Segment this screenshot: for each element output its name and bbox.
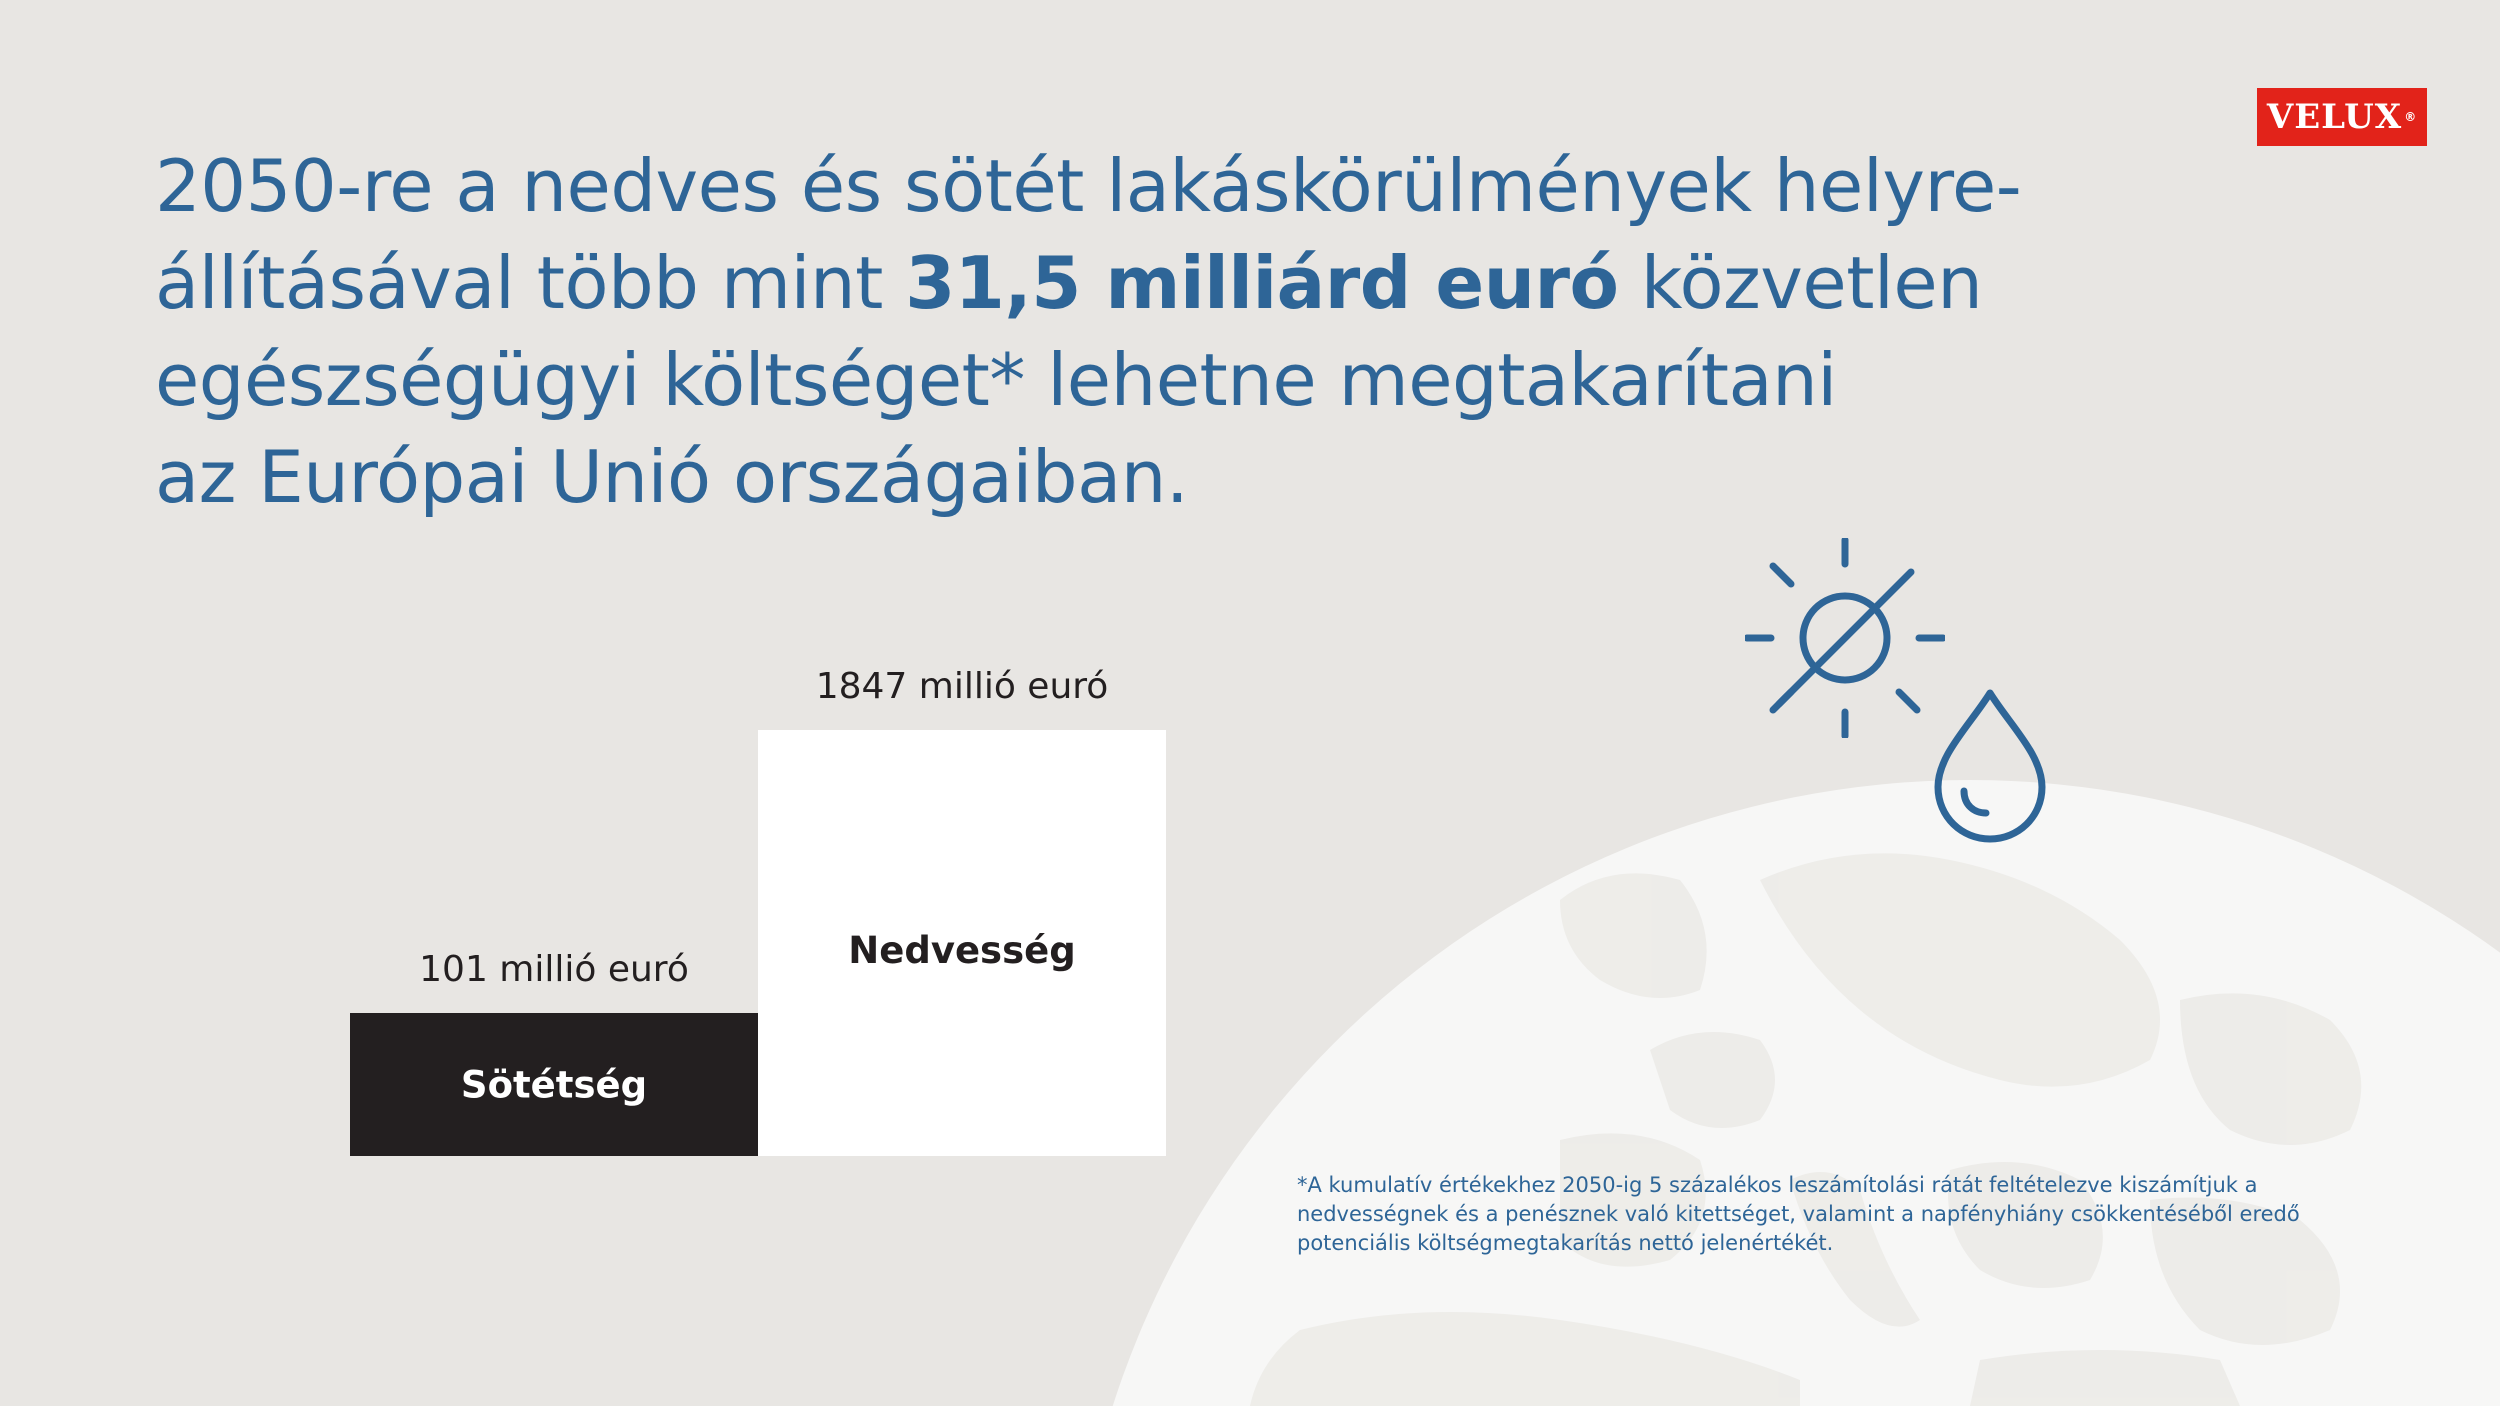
- headline-highlight-amount: 31,5 milliárd euró: [905, 241, 1619, 325]
- headline-line-4: az Európai Unió országaiban.: [155, 435, 1189, 519]
- bar-label-nedvesseg: Nedvesség: [848, 929, 1076, 972]
- value-label-nedvesseg: 1847 millió euró: [815, 666, 1109, 707]
- registered-mark: ®: [2404, 110, 2418, 124]
- bars-group: [350, 666, 1166, 1156]
- headline-line-2-post: közvetlen: [1618, 241, 1983, 325]
- headline-line-1: 2050-re a nedves és sötét lakáskörülmények helyre-: [155, 144, 2022, 228]
- headline-line-3: egészségügyi költséget* lehetne megtakarítani: [155, 338, 1837, 422]
- value-label-sotetseg: 101 millió euró: [419, 949, 689, 990]
- headline-line-2-pre: állításával több mint: [155, 241, 906, 325]
- footnote: *A kumulatív értékekhez 2050-ig 5 százalékos leszámítolási rátát feltételezve kiszámítjuk a nedvességnek és a penésznek való kitettséget, valamint a napfényhiány csökkentéséből eredő potenciális költségmegtakarítás nettó jelenértékét.: [1297, 1173, 2300, 1255]
- logo-text: VELUX: [2266, 97, 2403, 137]
- bar-label-sotetseg: Sötétség: [460, 1063, 648, 1107]
